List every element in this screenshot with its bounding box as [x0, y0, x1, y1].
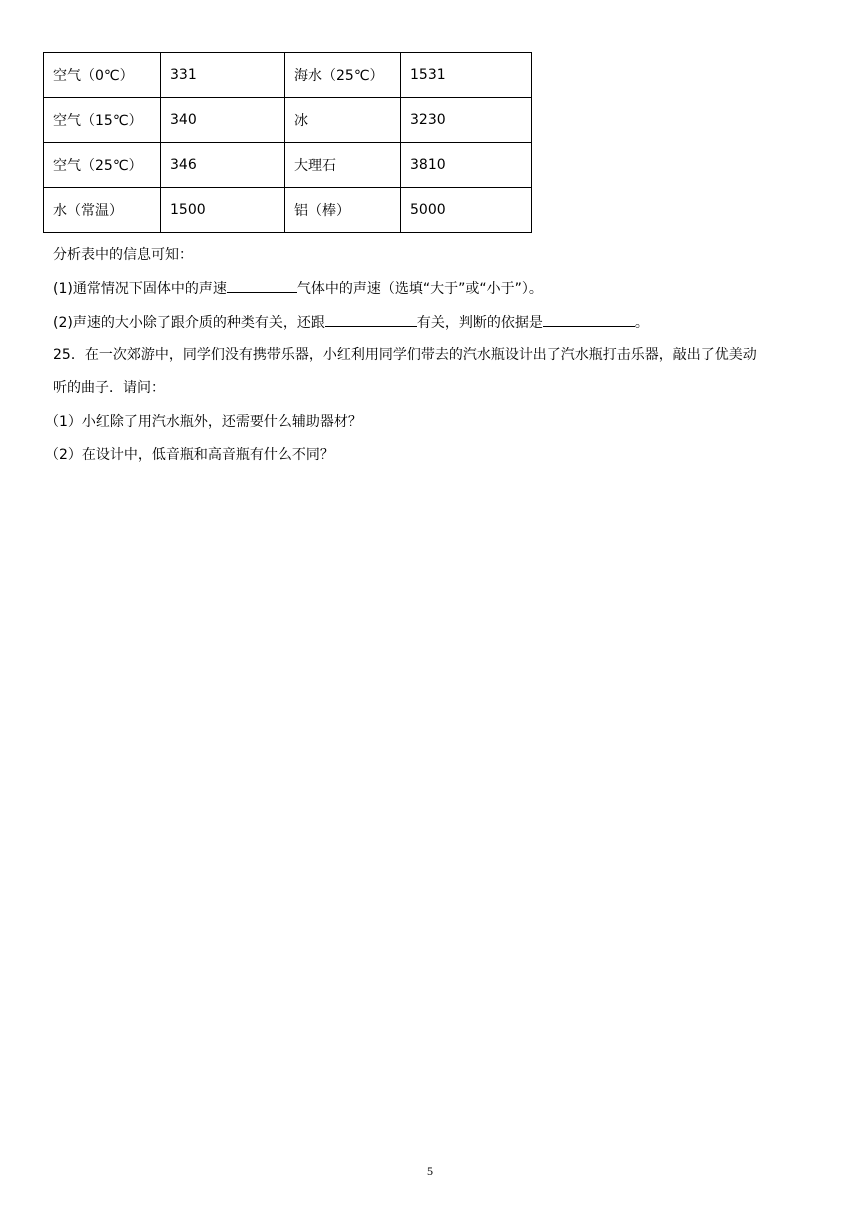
table-cell: 331 [161, 53, 285, 98]
table-row [44, 188, 532, 233]
question-25-sub-2: （2）在设计中，低音瓶和高音瓶有什么不同？ [45, 447, 334, 463]
table-row [44, 143, 532, 188]
question-2-text-middle: 有关，判断的依据是 [416, 315, 543, 331]
table-row [44, 53, 532, 98]
table-cell: 空气（0℃） [44, 53, 161, 98]
question-1-text-before: (1)通常情况下固体中的声速 [53, 281, 227, 297]
question-1 [53, 278, 543, 299]
question-1-text-after: 气体中的声速（选填“大于”或“小于”）。 [296, 281, 543, 297]
table-cell: 空气（25℃） [44, 143, 161, 188]
table-cell: 水（常温） [44, 188, 161, 233]
table-cell: 1531 [401, 53, 532, 98]
table-cell: 346 [161, 143, 285, 188]
answer-blank[interactable] [227, 278, 297, 293]
table-cell: 海水（25℃） [285, 53, 401, 98]
question-25-line-2: 听的曲子．请问： [53, 380, 165, 396]
answer-blank[interactable] [543, 312, 635, 327]
question-2 [53, 312, 649, 333]
sound-speed-table [43, 52, 532, 233]
question-25-sub-1: （1）小红除了用汽水瓶外，还需要什么辅助器材？ [45, 414, 362, 430]
question-2-text-after: 。 [634, 315, 649, 331]
page-number: 5 [427, 1164, 433, 1178]
answer-blank[interactable] [325, 312, 417, 327]
table-cell: 3810 [401, 143, 532, 188]
table-cell: 大理石 [285, 143, 401, 188]
analysis-intro: 分析表中的信息可知： [53, 247, 193, 263]
table-cell: 空气（15℃） [44, 98, 161, 143]
table-cell: 1500 [161, 188, 285, 233]
table-cell: 铝（棒） [285, 188, 401, 233]
table-row [44, 98, 532, 143]
table-cell: 冰 [285, 98, 401, 143]
question-2-text-before: (2)声速的大小除了跟介质的种类有关，还跟 [53, 315, 325, 331]
question-25-line-1: 25．在一次郊游中，同学们没有携带乐器，小红利用同学们带去的汽水瓶设计出了汽水瓶打击乐器，敲出了优美动 [53, 347, 757, 363]
table-cell: 340 [161, 98, 285, 143]
table-cell: 3230 [401, 98, 532, 143]
table-cell: 5000 [401, 188, 532, 233]
